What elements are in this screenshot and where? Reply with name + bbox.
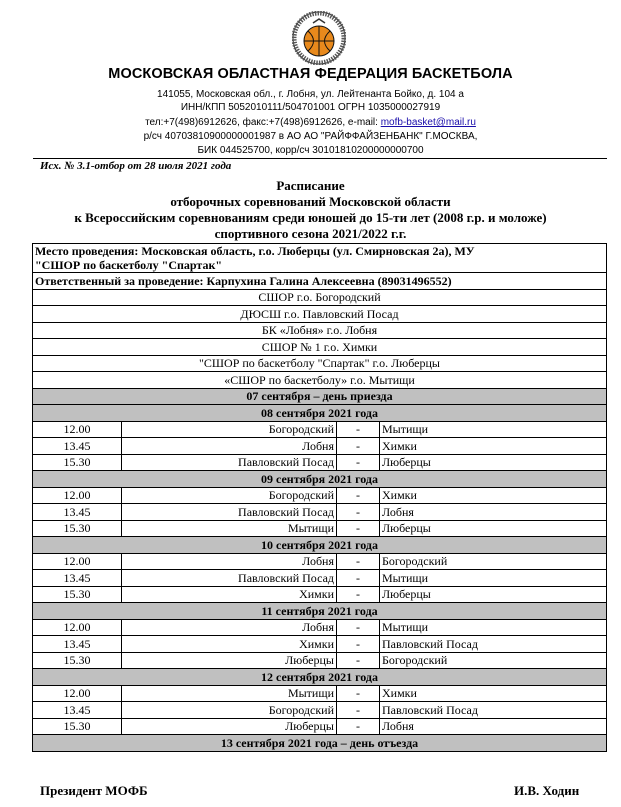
vs-separator: - xyxy=(337,504,380,521)
home-team: Павловский Посад xyxy=(122,570,337,587)
responsible-row xyxy=(33,273,607,290)
game-row xyxy=(33,504,607,521)
team-name: СШОР № 1 г.о. Химки xyxy=(33,339,607,356)
away-team: Химки xyxy=(380,487,607,504)
game-time: 15.30 xyxy=(33,454,122,471)
game-row xyxy=(33,619,607,636)
game-time: 12.00 xyxy=(33,685,122,702)
home-team: Химки xyxy=(122,586,337,603)
arrival-row xyxy=(33,388,607,405)
departure-day: 13 сентября 2021 года – день отъезда xyxy=(33,735,607,752)
schedule-table xyxy=(32,243,607,752)
vs-separator: - xyxy=(337,586,380,603)
day-date: 11 сентября 2021 года xyxy=(33,603,607,620)
game-row xyxy=(33,702,607,719)
home-team: Люберцы xyxy=(122,652,337,669)
signature-name: И.В. Ходин xyxy=(514,783,580,798)
game-time: 13.45 xyxy=(33,504,122,521)
responsible-cell: Ответственный за проведение: Карпухина Галина Алексеевна (89031496552) xyxy=(33,273,607,290)
vs-separator: - xyxy=(337,718,380,735)
away-team: Химки xyxy=(380,685,607,702)
day-header-row xyxy=(33,669,607,686)
away-team: Павловский Посад xyxy=(380,636,607,653)
org-contacts xyxy=(0,116,621,130)
day-date: 08 сентября 2021 года xyxy=(33,405,607,422)
team-name: БК «Лобня» г.о. Лобня xyxy=(33,322,607,339)
team-name: ДЮСШ г.о. Павловский Посад xyxy=(33,306,607,323)
game-time: 15.30 xyxy=(33,520,122,537)
game-row xyxy=(33,487,607,504)
game-row xyxy=(33,586,607,603)
doc-subtitle-2: к Всероссийским соревнованиям среди юношей до 15-ти лет (2008 г.р. и моложе) xyxy=(74,210,547,225)
home-team: Богородский xyxy=(122,702,337,719)
game-row xyxy=(33,520,607,537)
day-header-row xyxy=(33,603,607,620)
vs-separator: - xyxy=(337,454,380,471)
team-name: СШОР г.о. Богородский xyxy=(33,289,607,306)
team-row xyxy=(33,322,607,339)
home-team: Лобня xyxy=(122,438,337,455)
home-team: Богородский xyxy=(122,487,337,504)
signature-position: Президент МОФБ xyxy=(40,783,148,798)
away-team: Богородский xyxy=(380,553,607,570)
team-row xyxy=(33,372,607,389)
team-row xyxy=(33,306,607,323)
venue-cell xyxy=(33,244,607,273)
game-time: 15.30 xyxy=(33,652,122,669)
outgoing-number: Исх. № 3.1-отбор от 28 июля 2021 года xyxy=(40,160,232,172)
away-team: Лобня xyxy=(380,718,607,735)
doc-subtitle-1: отборочных соревнований Московской области xyxy=(170,194,451,209)
game-time: 15.30 xyxy=(33,718,122,735)
vs-separator: - xyxy=(337,685,380,702)
home-team: Мытищи xyxy=(122,685,337,702)
doc-subtitle-3: спортивного сезона 2021/2022 г.г. xyxy=(214,226,407,241)
email-link[interactable]: mofb-basket@mail.ru xyxy=(380,117,476,128)
game-row xyxy=(33,454,607,471)
venue-line-1: Место проведения: Московская область, г.о. Люберцы (ул. Смирновская 2а), МУ xyxy=(35,244,475,258)
home-team: Павловский Посад xyxy=(122,504,337,521)
game-row xyxy=(33,652,607,669)
header-divider xyxy=(33,158,607,159)
team-row xyxy=(33,339,607,356)
vs-separator: - xyxy=(337,570,380,587)
team-row xyxy=(33,355,607,372)
home-team: Павловский Посад xyxy=(122,454,337,471)
game-time: 13.45 xyxy=(33,702,122,719)
org-name: МОСКОВСКАЯ ОБЛАСТНАЯ ФЕДЕРАЦИЯ БАСКЕТБОЛА xyxy=(108,66,513,82)
day-header-row xyxy=(33,537,607,554)
game-time: 13.45 xyxy=(33,570,122,587)
away-team: Павловский Посад xyxy=(380,702,607,719)
game-row xyxy=(33,685,607,702)
game-row xyxy=(33,553,607,570)
day-date: 10 сентября 2021 года xyxy=(33,537,607,554)
contacts-text: тел:+7(498)6912626, факс:+7(498)6912626, e-mail: xyxy=(145,117,381,128)
away-team: Люберцы xyxy=(380,454,607,471)
home-team: Лобня xyxy=(122,619,337,636)
away-team: Мытищи xyxy=(380,421,607,438)
vs-separator: - xyxy=(337,553,380,570)
game-row xyxy=(33,438,607,455)
venue-line-2: "СШОР по баскетболу "Спартак" xyxy=(35,258,223,272)
day-header-row xyxy=(33,471,607,488)
away-team: Мытищи xyxy=(380,619,607,636)
game-row xyxy=(33,570,607,587)
away-team: Химки xyxy=(380,438,607,455)
game-time: 15.30 xyxy=(33,586,122,603)
vs-separator: - xyxy=(337,520,380,537)
org-account: р/сч 40703810900000001987 в АО АО "РАЙФФАЙЗЕНБАНК" Г.МОСКВА, xyxy=(143,131,478,142)
game-time: 13.45 xyxy=(33,636,122,653)
doc-title: Расписание xyxy=(276,178,345,193)
team-name: «СШОР по баскетболу» г.о. Мытищи xyxy=(33,372,607,389)
game-row xyxy=(33,636,607,653)
vs-separator: - xyxy=(337,421,380,438)
vs-separator: - xyxy=(337,652,380,669)
org-bik: БИК 044525700, корр/сч 30101810200000000700 xyxy=(197,145,424,156)
venue-row xyxy=(33,244,607,273)
vs-separator: - xyxy=(337,619,380,636)
org-address: 141055, Московская обл., г. Лобня, ул. Лейтенанта Бойко, д. 104 а xyxy=(157,89,464,100)
org-inn: ИНН/КПП 5052010111/504701001 ОГРН 1035000027919 xyxy=(180,102,441,113)
game-time: 12.00 xyxy=(33,619,122,636)
vs-separator: - xyxy=(337,438,380,455)
game-time: 12.00 xyxy=(33,553,122,570)
away-team: Люберцы xyxy=(380,520,607,537)
home-team: Богородский xyxy=(122,421,337,438)
vs-separator: - xyxy=(337,487,380,504)
home-team: Химки xyxy=(122,636,337,653)
vs-separator: - xyxy=(337,702,380,719)
team-name: "СШОР по баскетболу "Спартак" г.о. Люберцы xyxy=(33,355,607,372)
game-time: 13.45 xyxy=(33,438,122,455)
game-time: 12.00 xyxy=(33,487,122,504)
day-date: 09 сентября 2021 года xyxy=(33,471,607,488)
away-team: Мытищи xyxy=(380,570,607,587)
home-team: Люберцы xyxy=(122,718,337,735)
game-time: 12.00 xyxy=(33,421,122,438)
departure-row xyxy=(33,735,607,752)
game-row xyxy=(33,421,607,438)
arrival-day: 07 сентября – день приезда xyxy=(33,388,607,405)
day-date: 12 сентября 2021 года xyxy=(33,669,607,686)
team-row xyxy=(33,289,607,306)
federation-logo-icon xyxy=(292,11,346,65)
vs-separator: - xyxy=(337,636,380,653)
game-row xyxy=(33,718,607,735)
away-team: Богородский xyxy=(380,652,607,669)
away-team: Лобня xyxy=(380,504,607,521)
home-team: Мытищи xyxy=(122,520,337,537)
home-team: Лобня xyxy=(122,553,337,570)
away-team: Люберцы xyxy=(380,586,607,603)
day-header-row xyxy=(33,405,607,422)
